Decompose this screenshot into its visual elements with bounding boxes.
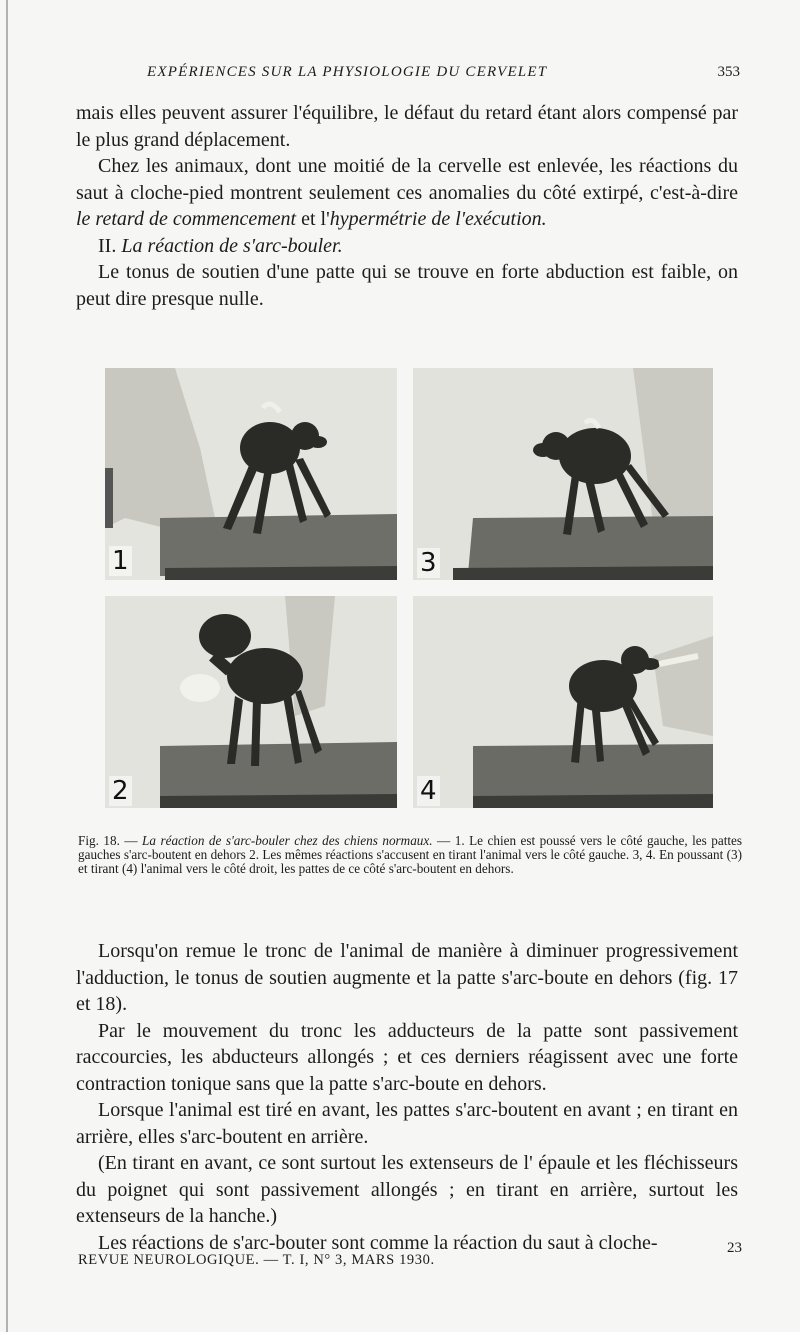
- plate-label-4: 4: [417, 776, 440, 806]
- paragraph-extenseurs: (En tirant en avant, ce sont surtout les extenseurs de l' épaule et les fléchisseurs du poignet qui sont passivement allongés ; en tirant en arrière, surtout les extenseurs de la hanche.): [76, 1152, 738, 1227]
- main-section: [76, 938, 738, 1256]
- text-run: et l': [301, 208, 330, 230]
- page-header: [75, 62, 740, 86]
- section-number: II.: [98, 234, 117, 257]
- photo-plate-1: [105, 368, 397, 580]
- emphasis-retard: le retard de commencement: [76, 208, 297, 230]
- paragraph-conclusion: Les réactions de s'arc-bouter sont comme la réaction du saut à cloche-: [98, 1231, 658, 1254]
- dog-photo-3: [413, 368, 713, 580]
- paragraph-tonus: Le tonus de soutien d'une patte qui se trouve en forte abduction est faible, on peut dire presque nulle.: [76, 261, 738, 310]
- caption-number: Fig. 18. —: [78, 833, 138, 848]
- photo-plate-3: [413, 368, 713, 580]
- photo-plate-4: [413, 596, 713, 808]
- section-heading: [76, 233, 738, 260]
- photo-plate-2: [105, 596, 397, 808]
- folio-number: 23: [727, 1240, 742, 1256]
- intro-section: [76, 100, 738, 312]
- section-title: La réaction de s'arc-bouler.: [121, 234, 343, 257]
- plate-label-2: 2: [109, 776, 132, 806]
- plate-label-1: 1: [109, 546, 132, 576]
- paragraph-adducteurs: Par le mouvement du tronc les adducteurs de la patte sont passivement raccourcies, les abducteurs allongés ; et ces derniers réagissent avec une forte contraction tonique sans que la patte s'arc-boute en dehors.: [76, 1019, 738, 1095]
- caption-title: La réaction de s'arc-bouler chez des chiens normaux.: [142, 833, 433, 848]
- page-edge-shadow: [6, 0, 8, 1332]
- dog-photo-4: [413, 596, 713, 808]
- paragraph-adduction: Lorsqu'on remue le tronc de l'animal de manière à diminuer progressivement l'adduction, le tonus de soutien augmente et la patte s'arc-boute en dehors (fig. 17 et 18).: [76, 940, 738, 1015]
- paragraph-equilibre: mais elles peuvent assurer l'équilibre, le défaut du retard étant alors compensé par le plus grand déplacement.: [76, 102, 738, 151]
- running-title: EXPÉRIENCES SUR LA PHYSIOLOGIE DU CERVELET: [147, 64, 548, 80]
- emphasis-hypermetrie: hypermétrie de l'exécution.: [329, 208, 547, 230]
- text-run: Chez les animaux, dont une moitié de la cervelle est enlevée, les réactions du saut à cloche-pied montrent seulement ces anomalies du côté extirpé, c'est-à-dire: [76, 155, 738, 204]
- plate-label-3: 3: [417, 548, 440, 578]
- page-number: 353: [717, 64, 740, 80]
- dog-photo-1: [105, 368, 397, 580]
- paragraph-hemisphere: [76, 153, 738, 233]
- figure-18-plates: [105, 368, 713, 808]
- figure-caption: [78, 834, 742, 876]
- paragraph-tire-avant: Lorsque l'animal est tiré en avant, les pattes s'arc-boutent en avant ; en tirant en arrière, elles s'arc-boutent en arrière.: [76, 1099, 738, 1148]
- dog-photo-2: [105, 596, 397, 808]
- journal-citation: REVUE NEUROLOGIQUE. — T. I, N° 3, MARS 1930.: [78, 1252, 435, 1268]
- caption-body: — 1. Le chien est poussé vers le côté gauche, les pattes gauches s'arc-boutent en dehors 2. Les mêmes réactions s'accusent en tirant l'animal vers le côté gauche. 3, 4. En poussant (3) et tirant (4) l'animal vers le côté droit, les pattes de ce côté s'arc-boutent en dehors.: [78, 833, 743, 876]
